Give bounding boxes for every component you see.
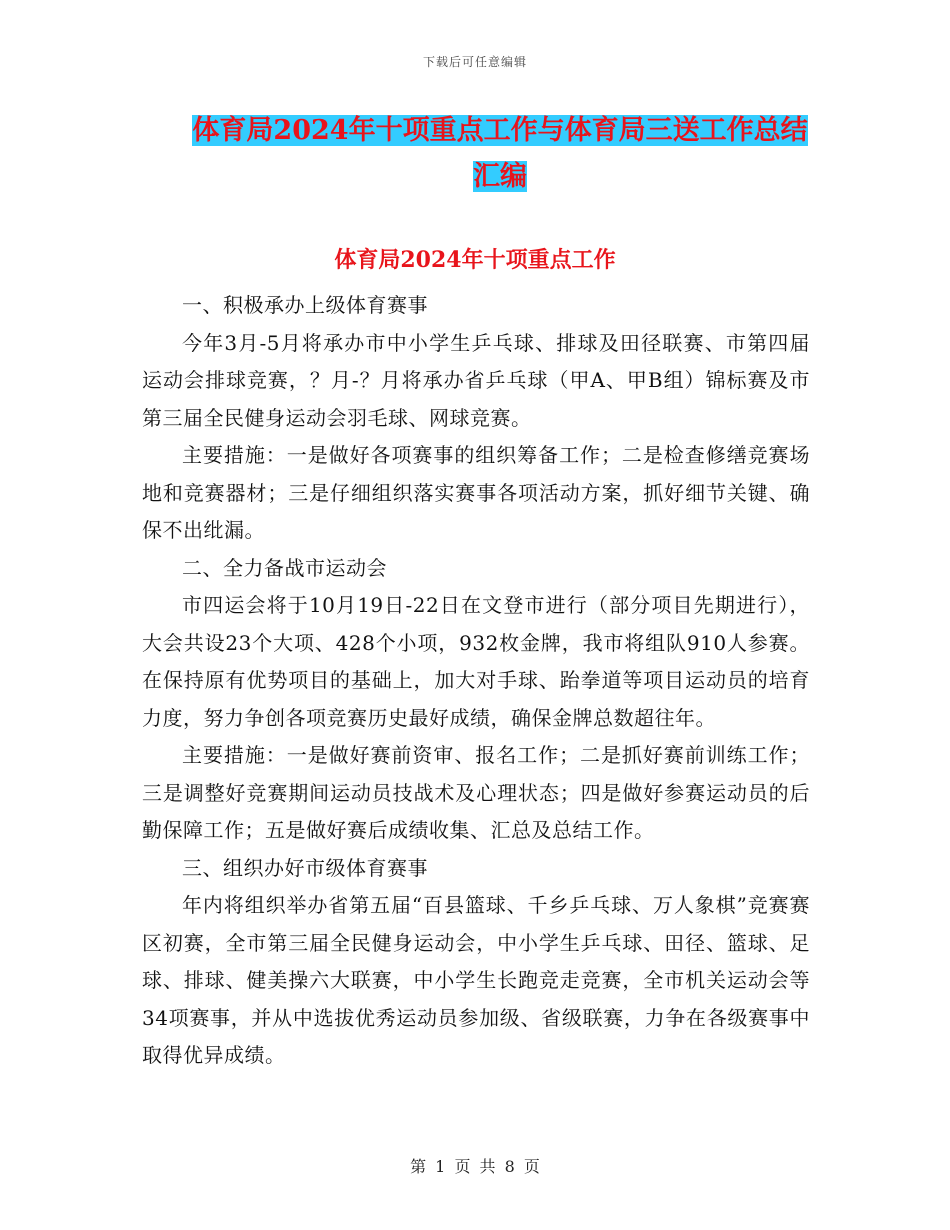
document-body bbox=[142, 287, 810, 1075]
header-note: 下载后可任意编辑 bbox=[422, 55, 527, 69]
paragraph: 年内将组织举办省第五届“百县篮球、千乡乒乓球、万人象棋”竞赛赛区初赛，全市第三届全民健身运动会，中小学生乒乓球、田径、篮球、足球、排球、健美操六大联赛，中小学生长跑竞走竞赛，全市机关运动会等34项赛事，并从中选拔优秀运动员参加级、省级联赛，力争在各级赛事中取得优异成绩。 bbox=[142, 893, 810, 1067]
document-title-text: 体育局2024年十项重点工作与体育局三送工作总结汇编 bbox=[192, 115, 808, 192]
page-footer: 第 1 页 共 8 页 bbox=[410, 1157, 540, 1176]
heading-1: 一、积极承办上级体育赛事 bbox=[182, 293, 428, 317]
paragraph: 今年3月-5月将承办市中小学生乒乓球、排球及田径联赛、市第四届运动会排球竞赛，？月-？月将承办省乒乓球（甲A、甲B组）锦标赛及市第三届全民健身运动会羽毛球、网球竞赛。 bbox=[142, 330, 810, 430]
paragraph: 主要措施：一是做好赛前资审、报名工作；二是抓好赛前训练工作；三是调整好竞赛期间运动员技战术及心理状态；四是做好参赛运动员的后勤保障工作；五是做好赛后成绩收集、汇总及总结工作。 bbox=[142, 743, 810, 842]
paragraph: 主要措施：一是做好各项赛事的组织筹备工作；二是检查修缮竞赛场地和竞赛器材；三是仔细组织落实赛事各项活动方案，抓好细节关键、确保不出纰漏。 bbox=[142, 443, 810, 542]
heading-3: 三、组织办好市级体育赛事 bbox=[182, 855, 428, 880]
section-title: 体育局2024年十项重点工作 bbox=[334, 247, 616, 273]
document-title bbox=[190, 108, 810, 200]
paragraph: 市四运会将于10月19日-22日在文登市进行（部分项目先期进行），大会共设23个大项、428个小项，932枚金牌，我市将组队910人参赛。在保持原有优势项目的基础上，加大对手球、跆拳道等项目运动员的培育力度，努力争创各项竞赛历史最好成绩，确保金牌总数超往年。 bbox=[142, 593, 810, 730]
heading-2: 二、全力备战市运动会 bbox=[182, 555, 387, 580]
